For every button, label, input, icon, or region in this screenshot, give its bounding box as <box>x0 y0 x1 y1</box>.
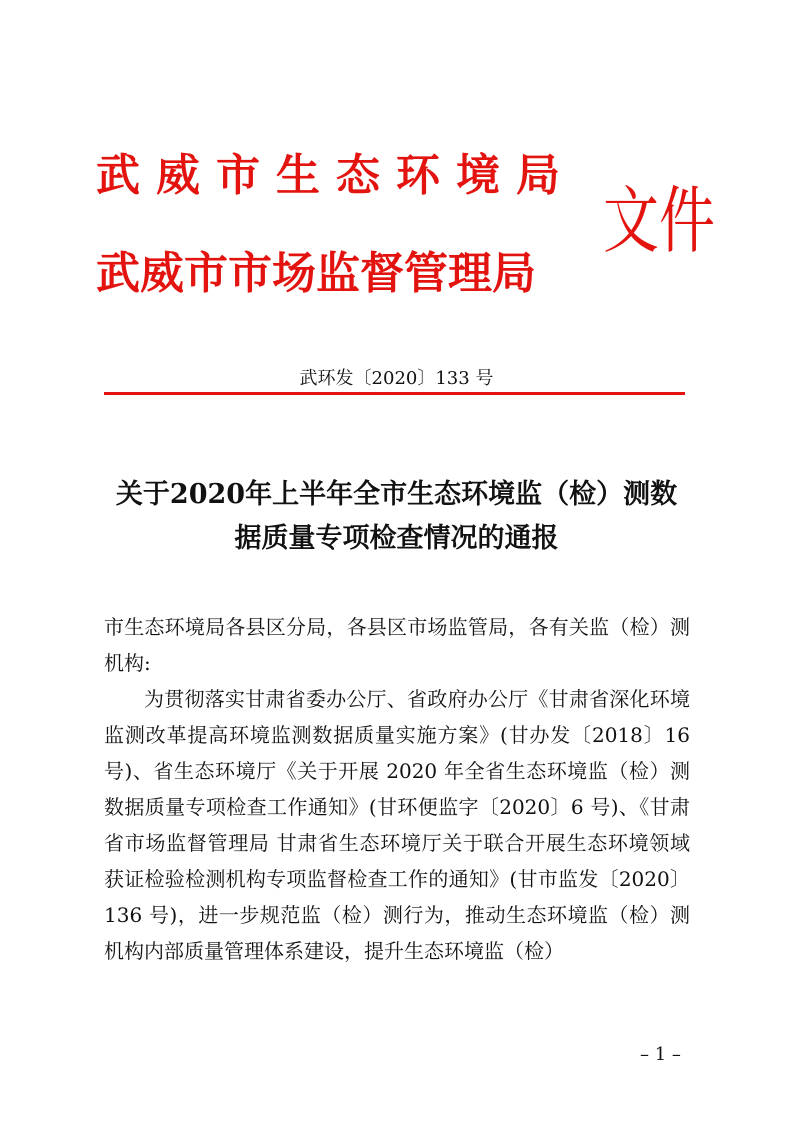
body-paragraph-block <box>104 681 690 969</box>
recipients-text: 市生态环境局各县区分局，各县区市场监管局，各有关监（检）测机构: <box>104 615 690 675</box>
document-number: 武环发〔2020〕133 号 <box>299 368 494 389</box>
recipients-block <box>104 609 690 681</box>
red-separator-line <box>104 392 685 395</box>
page-number: – 1 – <box>640 1044 681 1065</box>
document-title-line-1: 关于2020年上半年全市生态环境监（检）测数 <box>115 479 678 510</box>
document-title-line-2: 据质量专项检查情况的通报 <box>234 523 559 554</box>
issuer-market-supervision-bureau: 武威市市场监督管理局 <box>96 248 536 299</box>
document-type-label: 文件 <box>603 179 715 265</box>
issuer-environment-bureau: 武威市生态环境局 <box>96 150 576 201</box>
body-paragraph-1: 为贯彻落实甘肃省委办公厅、省政府办公厅《甘肃省深化环境监测改革提高环境监测数据质量实施方案》(甘办发〔2018〕16 号)、省生态环境厅《关于开展 2020 年全省生态环境监（检）测数据质量专项检查工作通知》(甘环便监字〔2020〕6 号)、《甘肃省市场监督管理局 甘肃省生态环境厅关于联合开展生态环境领域获证检验检测机构专项监督检查工作的通知》(甘市监发〔2020〕136 号)，进一步规范监（检）测行为，推动生态环境监（检）测机构内部质量管理体系建设，提升生态环境监（检） <box>104 687 690 963</box>
